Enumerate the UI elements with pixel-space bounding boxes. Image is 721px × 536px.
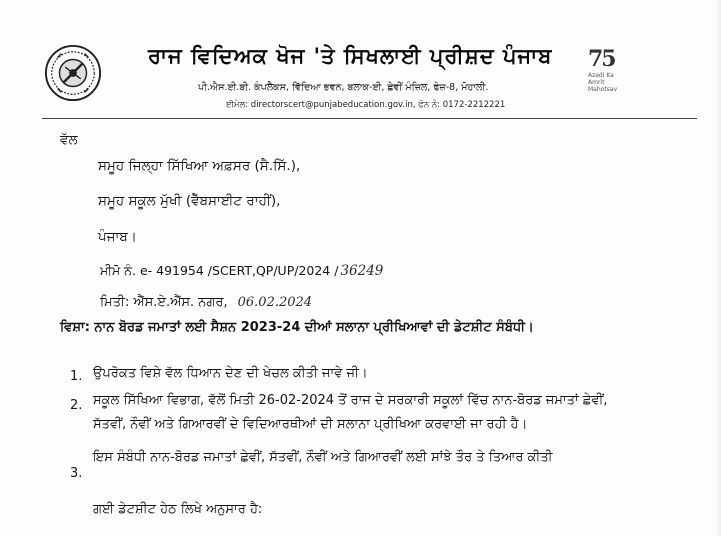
header-divider: [42, 118, 697, 119]
point-number: 3.: [70, 466, 83, 481]
recipient-line: ਪੰਜਾਬ।: [98, 229, 137, 245]
contact-line: ਈਮੇਲ: directorscert@punjabeducation.gov.in, ਫੋਨ ਨੰ: 0172-2212221: [226, 100, 506, 110]
point-number: 2.: [70, 398, 83, 413]
memo-number: ਮੀਮੋ ਨੰ. e- 491954 /SCERT,QP/UP/2024 / 36249: [100, 263, 384, 279]
organization-title: ਰਾਜ ਵਿਦਿਅਕ ਖੋਜ 'ਤੇ ਸਿਖਲਾਈ ਪ੍ਰੀਸ਼ਦ ਪੰਜਾਬ: [148, 44, 553, 68]
scert-seal-logo: [44, 44, 102, 102]
page-edge-shadow: [715, 0, 721, 536]
recipient-line: ਸਮੂਹ ਜਿਲ੍ਹਾ ਸਿੱਖਿਆ ਅਫ਼ਸਰ (ਸੈ.ਸਿੱ.),: [98, 158, 301, 174]
point-number: 1.: [70, 369, 83, 384]
point-text: ਉਪਰੋਕਤ ਵਿਸ਼ੇ ਵੱਲ ਧਿਆਨ ਦੇਣ ਦੀ ਖੇਚਲ ਕੀਤੀ ਜਾਵੇ ਜੀ।: [93, 366, 368, 381]
azadi-amrit-mahotsav-logo: 75 Azadi Ka Amrit Mahotsav: [588, 46, 618, 93]
to-label: ਵੱਲ: [60, 132, 78, 148]
point-text: ਇਸ ਸੰਬੰਧੀ ਨਾਨ-ਬੋਰਡ ਜਮਾਤਾਂ ਛੇਵੀਂ, ਸੱਤਵੀਂ, ਨੌਵੀਂ ਅਤੇ ਗਿਆਰਵੀਂ ਲਈ ਸਾਂਝੇ ਤੌਰ ਤੇ ਤਿਆਰ ਕੀਤੀ: [93, 450, 553, 465]
recipient-line: ਸਮੂਹ ਸਕੂਲ ਮੁੱਖੀ (ਵੈੱਬਸਾਈਟ ਰਾਹੀਂ),: [98, 193, 281, 209]
point-text: ਸੱਤਵੀਂ, ਨੌਵੀਂ ਅਤੇ ਗਿਆਰਵੀਂ ਦੇ ਵਿਦਿਆਰਥੀਆਂ ਦੀ ਸਲਾਨਾ ਪ੍ਰੀਖਿਆ ਕਰਵਾਈ ਜਾ ਰਹੀ ਹੈ।: [93, 417, 528, 432]
point-text: ਗਈ ਡੇਟਸ਼ੀਟ ਹੇਠ ਲਿਖੇ ਅਨੁਸਾਰ ਹੈ:: [93, 502, 263, 517]
address-line: ਪੀ.ਐਸ.ਈ.ਬੀ. ਕੰਪਲੈਕਸ, ਵਿੱਦਿਆ ਭਵਨ, ਬਲਾਕ-ਈ, ਛੇਵੀਂ ਮੰਜ਼ਿਲ, ਫੇਜ਼-8, ਮੋਹਾਲੀ.: [198, 82, 489, 93]
handwritten-date: 06.02.2024: [237, 295, 313, 310]
subject-line: ਵਿਸ਼ਾ: ਨਾਨ ਬੋਰਡ ਜਮਾਤਾਂ ਲਈ ਸੈਸ਼ਨ 2023-24 ਦੀਆਂ ਸਲਾਨਾ ਪ੍ਰੀਖਿਆਵਾਂ ਦੀ ਡੇਟਸ਼ੀਟ ਸੰਬੰਧੀ।: [60, 320, 534, 335]
point-text: ਸਕੂਲ ਸਿੱਖਿਆ ਵਿਭਾਗ, ਵੱਲੋਂ ਮਿਤੀ 26-02-2024 ਤੋਂ ਰਾਜ ਦੇ ਸਰਕਾਰੀ ਸਕੂਲਾਂ ਵਿੱਚ ਨਾਨ-ਬੋਰਡ ਜਮਾਤਾਂ ਛੇਵੀਂ,: [93, 393, 608, 408]
letter-date: ਮਿਤੀ: ਐੱਸ.ਏ.ਐੱਸ. ਨਗਰ, 06.02.2024: [100, 295, 313, 310]
handwritten-memo-number: 36249: [340, 263, 384, 279]
